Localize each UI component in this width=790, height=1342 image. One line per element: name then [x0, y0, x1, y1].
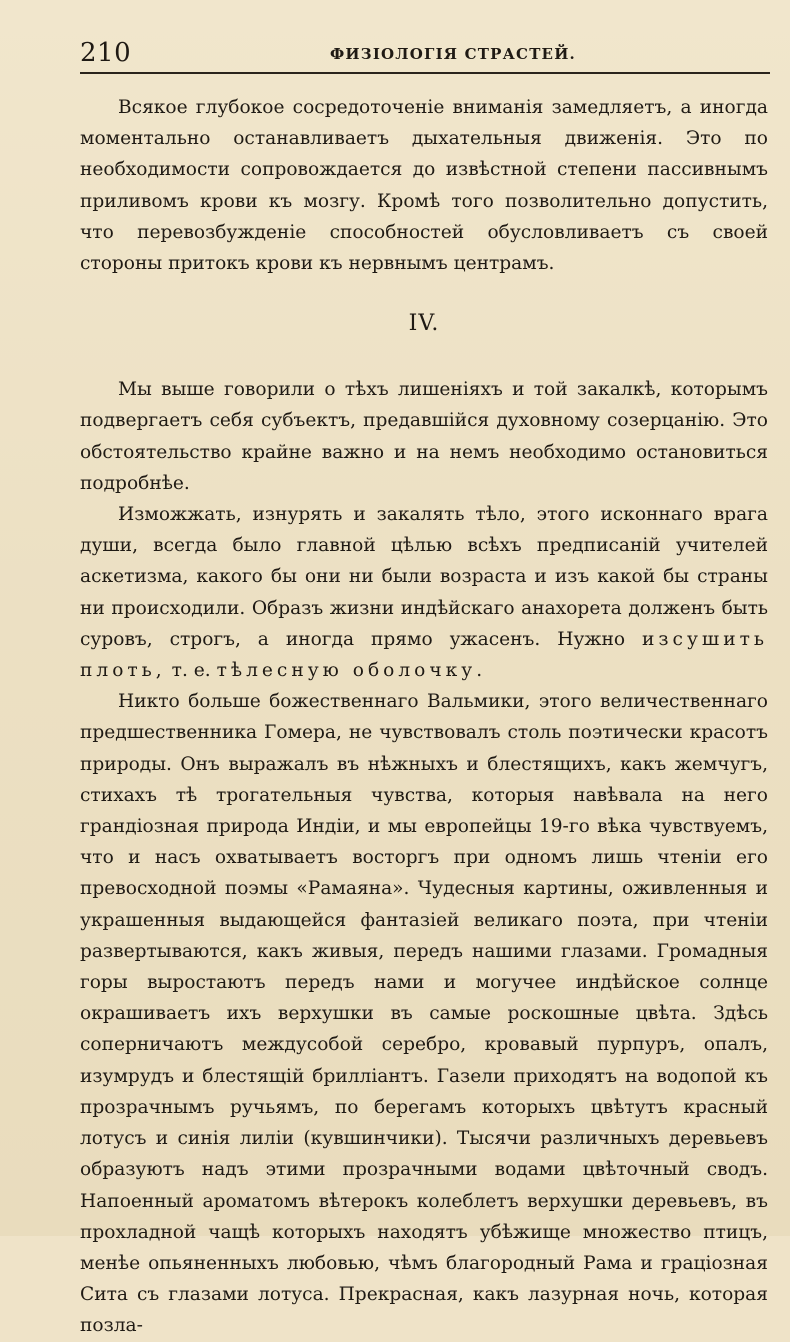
paragraph-4: Никто больше божественнаго Вальмики, этого величественнаго предшественника Гомера, не чувствовалъ столь поэтически красотъ природы. Онъ выражалъ въ нѣжныхъ и блестящихъ, какъ жемчугъ, стихахъ тѣ трогательныя чувства, которыя навѣвала на него грандіозная природа Индіи, и мы европейцы 19-го вѣка чувствуемъ, что и насъ охватываетъ восторгъ при одномъ лишь чтеніи его превосходной поэмы «Рамаяна». Чудесныя картины, оживленныя и украшенныя выдающейся фантазіей великаго поэта, при чтеніи развертываются, какъ живыя, передъ нашими глазами. Громадныя горы выростаютъ передъ нами и могучее индѣйское солнце окрашиваетъ ихъ верхушки въ самые роскошные цвѣта. Здѣсь соперничаютъ междусобой серебро, кровавый пурпуръ, опалъ, изумрудъ и блестящій бриллiантъ. Газели приходятъ на водопой къ прозрачнымъ ручьямъ, по берегамъ которыхъ цвѣтутъ красный лотусъ и синія лиліи (кувшинчики). Тысячи различныхъ деревьевъ образуютъ надъ этими прозрачными водами цвѣточный сводъ. Напоенный ароматомъ вѣтерокъ колеблетъ верхушки деревьевъ, въ прохладной чащѣ которыхъ находятъ убѣжище множество птицъ, менѣе опьяненныхъ любовью, чѣмъ благородный Рама и граціозная Сита съ глазами лотуса. Прекрасная, какъ лазурная ночь, которая позла-	[80, 691, 768, 1337]
spaced-emphasis-2: тѣлесную оболочку.	[216, 660, 487, 682]
page-header	[80, 38, 770, 72]
paragraph-3	[80, 499, 768, 686]
paragraph-2: Мы выше говорили о тѣхъ лишеніяхъ и той закалкѣ, которымъ подвергаетъ себя субъектъ, предавшійся духовному созерцанію. Это обстоятельство крайне важно и на немъ необходимо остановиться подробнѣе.	[80, 379, 768, 494]
paragraph-1: Всякое глубокое сосредоточеніе вниманія замедляетъ, а иногда моментально останавливаетъ дыхательныя движенія. Это по необходимости сопровождается до извѣстной степени пассивнымъ приливомъ крови къ мозгу. Кромѣ того позволительно допустить, что перевозбужденіе способностей обусловливаетъ съ своей стороны притокъ крови къ нервнымъ центрамъ.	[80, 97, 768, 275]
header-rule	[80, 72, 770, 74]
paragraph-3-main: Изможжать, изнурять и закалять тѣло, этого исконнаго врага души, всегда было главной цѣлью всѣхъ предписаній учителей аскетизма, какого бы они ни были возраста и изъ какой бы страны ни происходили. Образъ жизни индѣйскаго анахорета долженъ быть суровъ, строгъ, а иногда прямо ужасенъ. Нужно	[80, 504, 768, 650]
abbreviation: т. е.	[171, 660, 211, 682]
section-number: IV.	[408, 311, 440, 337]
running-title: ФИЗІОЛОГІЯ СТРАСТЕЙ.	[330, 45, 576, 63]
page-number: 210	[80, 38, 132, 68]
page-body	[80, 92, 768, 1342]
spaced-emphasis-1: изсушить плоть,	[80, 628, 768, 682]
